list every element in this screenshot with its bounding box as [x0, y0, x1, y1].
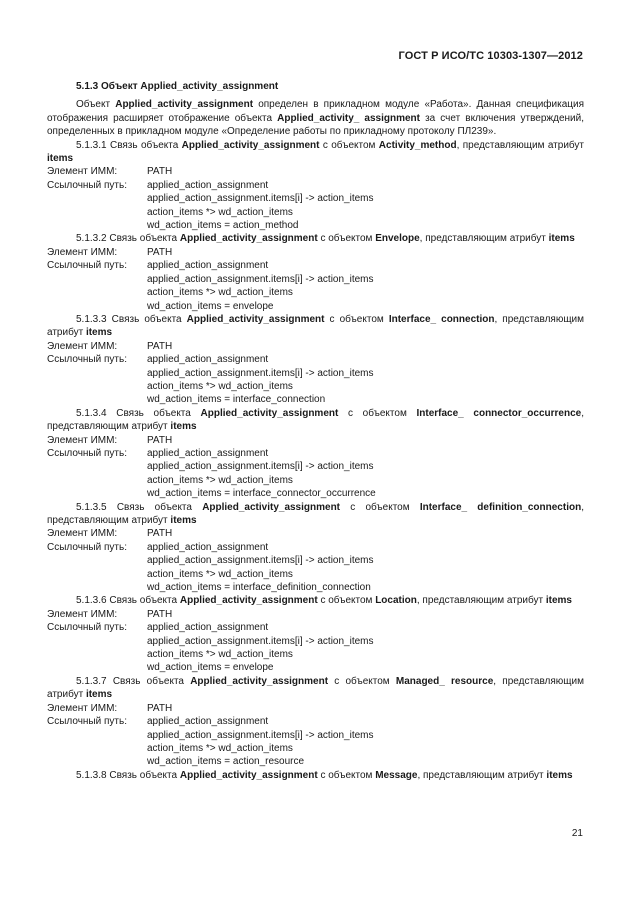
ref-path-line: wd_action_items = action_resource [147, 756, 305, 768]
subsection-heading: 5.1.3.1 Связь объекта Applied_activity_assignment с объектом Activity_method, представляющим атрибут items [47, 139, 584, 165]
aim-element-row: Элемент ИММ: PATH [47, 528, 173, 540]
ref-path-line: applied_action_assignment.items[i] -> action_items [147, 193, 374, 205]
ref-path-line: applied_action_assignment.items[i] -> action_items [147, 273, 374, 285]
subsection-heading: 5.1.3.6 Связь объекта Applied_activity_assignment с объектом Location, представляющим атрибут items [76, 595, 572, 607]
subsection-heading: 5.1.3.8 Связь объекта Applied_activity_assignment с объектом Message, представляющим атрибут items [76, 769, 573, 781]
section-intro: Объект Applied_activity_assignment определен в прикладном модуле «Работа». Данная спецификация отображения расширяет отображение объекта Applied_activity_ assignment за счет включения утверждений, определенных в прикладном модуле «Определение работы по прикладному протоколу ПЛ239». [47, 99, 584, 138]
ref-path-row: Ссылочный путь: applied_action_assignment [47, 260, 269, 272]
aim-element-row: Элемент ИММ: PATH [47, 608, 173, 620]
document-body [47, 80, 584, 782]
aim-element-row: Элемент ИММ: PATH [47, 340, 173, 352]
page-number: 21 [571, 828, 583, 839]
subsection-heading: 5.1.3.7 Связь объекта Applied_activity_assignment с объектом Managed_ resource, представляющим атрибут items [47, 675, 584, 701]
ref-path-row: Ссылочный путь: applied_action_assignment [47, 716, 269, 728]
aim-element-row: Элемент ИММ: PATH [47, 702, 173, 714]
ref-path-line: applied_action_assignment.items[i] -> action_items [147, 729, 374, 741]
ref-path-line: applied_action_assignment.items[i] -> action_items [147, 635, 374, 647]
ref-path-line: action_items *> wd_action_items [147, 474, 293, 486]
ref-path-row: Ссылочный путь: applied_action_assignment [47, 447, 269, 459]
ref-path-line: applied_action_assignment.items[i] -> action_items [147, 367, 374, 379]
ref-path-line: applied_action_assignment.items[i] -> action_items [147, 461, 374, 473]
ref-path-line: wd_action_items = interface_connector_occurrence [147, 488, 376, 500]
ref-path-line: action_items *> wd_action_items [147, 742, 293, 754]
ref-path-line: wd_action_items = envelope [147, 662, 274, 674]
ref-path-row: Ссылочный путь: applied_action_assignment [47, 541, 269, 553]
subsection-heading: 5.1.3.4 Связь объекта Applied_activity_assignment с объектом Interface_ connector_occurrence, представляющим атрибут items [47, 407, 584, 433]
ref-path-row: Ссылочный путь: applied_action_assignment [47, 354, 269, 366]
ref-path-line: applied_action_assignment.items[i] -> action_items [147, 555, 374, 567]
subsection-heading: 5.1.3.3 Связь объекта Applied_activity_assignment с объектом Interface_ connection, представляющим атрибут items [47, 313, 585, 339]
ref-path-line: wd_action_items = interface_connection [147, 394, 326, 406]
section-title: 5.1.3 Объект Applied_activity_assignment [76, 81, 279, 92]
subsection-heading: 5.1.3.5 Связь объекта Applied_activity_assignment с объектом Interface_ definition_connection, представляющим атрибут items [47, 501, 584, 526]
aim-element-row: Элемент ИММ: PATH [47, 166, 173, 178]
standard-header: ГОСТ Р ИСО/ТС 10303-1307—2012 [398, 50, 583, 62]
ref-path-row: Ссылочный путь: applied_action_assignment [47, 622, 269, 634]
ref-path-line: action_items *> wd_action_items [147, 568, 293, 580]
aim-element-row: Элемент ИММ: PATH [47, 246, 173, 258]
ref-path-line: wd_action_items = envelope [147, 300, 274, 312]
ref-path-line: action_items *> wd_action_items [147, 206, 293, 218]
ref-path-line: action_items *> wd_action_items [147, 649, 293, 661]
ref-path-line: wd_action_items = interface_definition_connection [147, 582, 371, 594]
ref-path-line: action_items *> wd_action_items [147, 380, 293, 392]
aim-element-row: Элемент ИММ: PATH [47, 434, 173, 446]
ref-path-row: Ссылочный путь: applied_action_assignment [47, 179, 269, 191]
subsection-heading: 5.1.3.2 Связь объекта Applied_activity_assignment с объектом Envelope, представляющим атрибут items [76, 233, 575, 245]
ref-path-line: action_items *> wd_action_items [147, 287, 293, 299]
ref-path-line: wd_action_items = action_method [147, 220, 299, 232]
